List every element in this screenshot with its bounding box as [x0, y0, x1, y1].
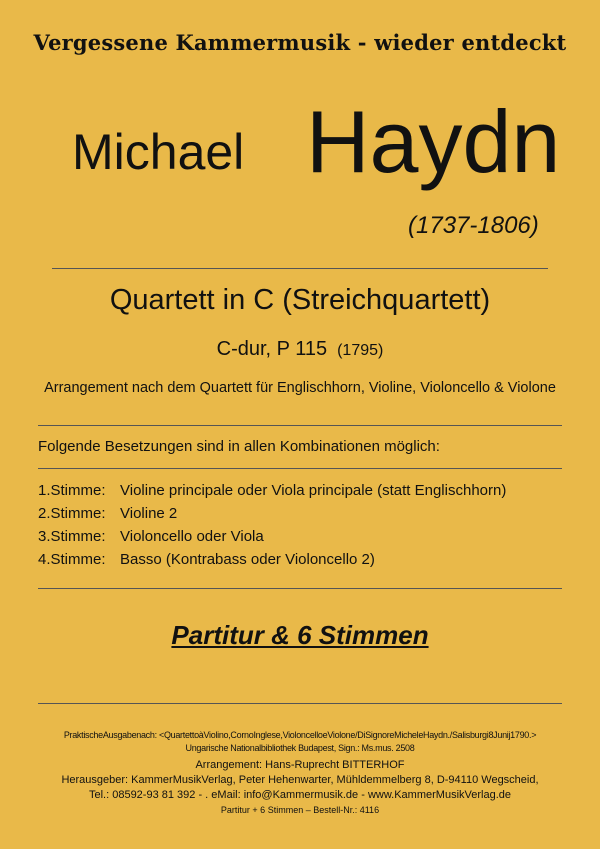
voice-label: 1.Stimme:: [38, 482, 106, 499]
publisher-address: Herausgeber: KammerMusikVerlag, Peter Hehenwarter, Mühldemmelberg 8, D-94110 Wegscheid,: [61, 774, 539, 786]
voice-instruments: Violine principale oder Viola principale (statt Englischhorn): [120, 482, 507, 499]
voice-row: [38, 479, 506, 502]
edition-contents: Partitur & 6 Stimmen: [171, 620, 429, 650]
divider: [38, 588, 562, 589]
composer-first-name: Michael: [72, 124, 245, 180]
voice-list: [38, 479, 506, 571]
voice-row: [38, 502, 506, 525]
composer-life-dates: (1737-1806): [408, 212, 539, 239]
voice-label: 3.Stimme:: [38, 528, 106, 545]
voice-instruments: Basso (Kontrabass oder Violoncello 2): [120, 551, 375, 568]
voice-label: 4.Stimme:: [38, 551, 106, 568]
voice-label: 2.Stimme:: [38, 505, 106, 522]
work-year: (1795): [337, 342, 384, 359]
arranger-credit: Arrangement: Hans-Ruprecht BITTERHOF: [195, 759, 405, 771]
source-line: PraktischeAusgabenach: <QuartettoàViolino,CornoInglese,VioloncelloeViolone/DiSignoreMicheleHaydn./Salisburgi8Junij1790.>: [63, 730, 537, 740]
source-note: [0, 729, 600, 755]
composer-last-name: Haydn: [306, 92, 561, 191]
publisher-contact: Tel.: 08592-93 81 392 - . eMail: info@Kammermusik.de - www.KammerMusikVerlag.de: [88, 789, 511, 801]
divider: [38, 425, 562, 426]
arrangement-note: Arrangement nach dem Quartett für Englischhorn, Violine, Violoncello & Violone: [44, 380, 556, 396]
publisher-credits: [0, 758, 600, 818]
work-title: Quartett in C (Streichquartett): [109, 284, 491, 316]
work-key-catalog: [0, 338, 600, 361]
source-line: Ungarische Nationalbibliothek Budapest, Sign.: Ms.mus. 2508: [185, 743, 415, 753]
combinations-intro: Folgende Besetzungen sind in allen Kombinationen möglich:: [38, 438, 440, 455]
divider: [38, 703, 562, 704]
voice-instruments: Violoncello oder Viola: [120, 528, 264, 545]
series-title: Vergessene Kammermusik - wieder entdeckt: [33, 30, 567, 55]
divider: [52, 268, 548, 269]
key-catalog-text: C-dur, P 115: [216, 338, 328, 360]
voice-row: [38, 548, 506, 571]
voice-row: [38, 525, 506, 548]
voice-instruments: Violine 2: [120, 505, 178, 522]
divider: [38, 468, 562, 469]
order-number: Partitur + 6 Stimmen – Bestell-Nr.: 4116: [220, 805, 380, 815]
